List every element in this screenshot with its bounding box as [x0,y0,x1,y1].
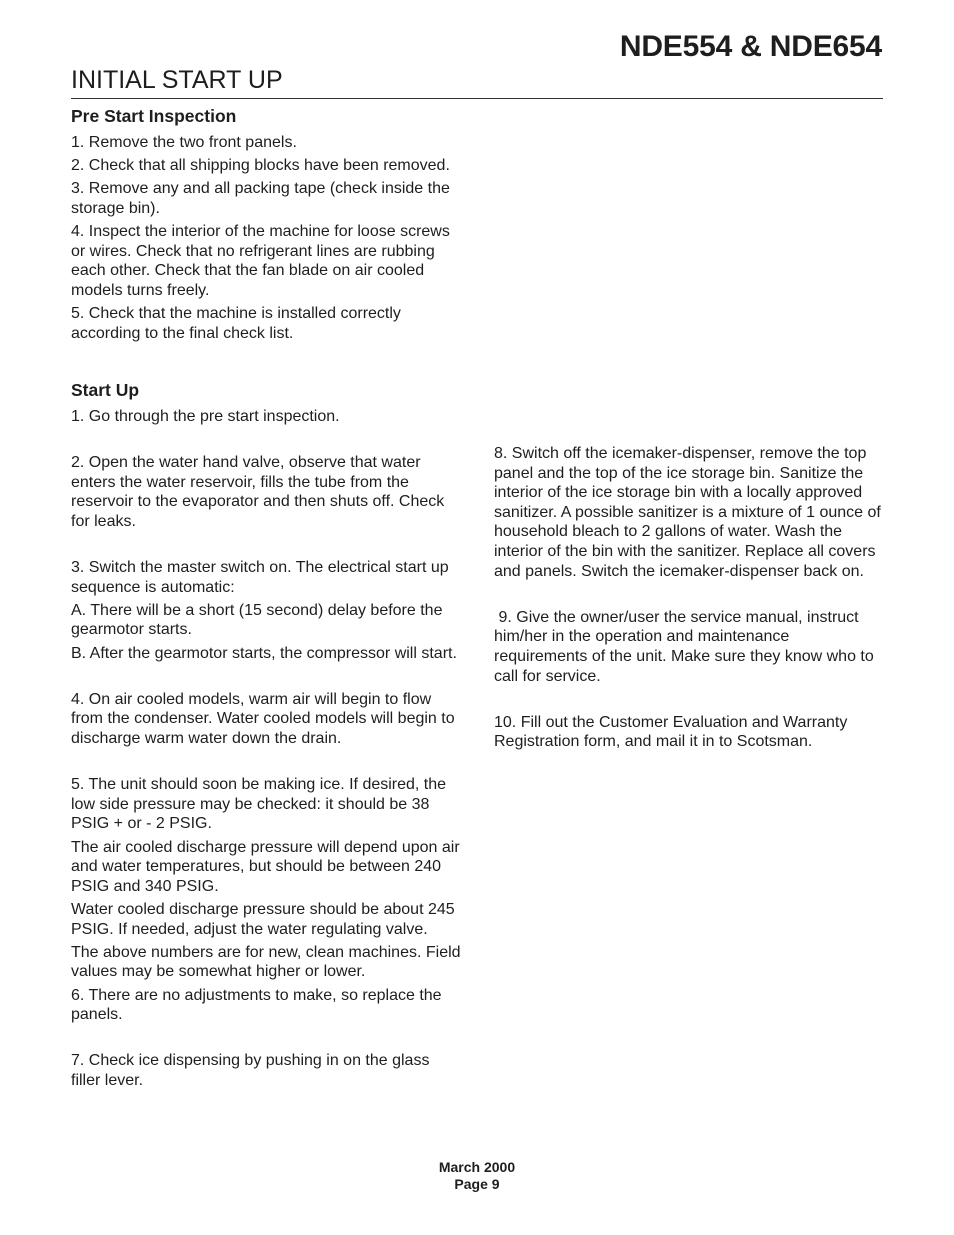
pre-start-item: 4. Inspect the interior of the machine for loose screws or wires. Check that no refrigerant lines are rubbing each other. Check that the fan blade on air cooled models turns freely. [71,223,450,299]
step-5-water-cooled-note: Water cooled discharge pressure should be about 245 PSIG. If needed, adjust the water regulating valve. [71,900,455,938]
header-divider [71,98,883,99]
step-5-field-values-note: The above numbers are for new, clean machines. Field values may be somewhat higher or lower. [71,943,461,981]
start-up-step-5: 5. The unit should soon be making ice. If desired, the low side pressure may be checked: it should be 38 PSIG + or - 2 PSIG. [71,776,447,833]
start-up-heading: Start Up [71,379,140,400]
section-title: INITIAL START UP [71,66,283,94]
start-up-step-1: 1. Go through the pre start inspection. [71,407,340,425]
start-up-step-3b: B. After the gearmotor starts, the compressor will start. [71,644,457,662]
start-up-step-6: 6. There are no adjustments to make, so replace the panels. [71,986,442,1024]
right-column [494,444,886,756]
start-up-step-10: 10. Fill out the Customer Evaluation and Warranty Registration form, and mail it in to Scotsman. [494,713,848,751]
start-up-step-3a: A. There will be a short (15 second) delay before the gearmotor starts. [71,601,443,639]
left-column [71,106,463,1094]
pre-start-item: 1. Remove the two front panels. [71,134,297,151]
step-5-air-cooled-note: The air cooled discharge pressure will depend upon air and water temperatures, but should be between 240 PSIG and 340 PSIG. [71,838,460,895]
start-up-step-3: 3. Switch the master switch on. The electrical start up sequence is automatic: [71,559,449,596]
footer-page-number: Page 9 [454,1176,500,1192]
start-up-step-2: 2. Open the water hand valve, observe that water enters the water reservoir, fills the tube from the reservoir to the evaporator and then shuts off. Check for leaks. [71,454,445,530]
start-up-step-8: 8. Switch off the icemaker-dispenser, remove the top panel and the top of the ice storage bin. Sanitize the interior of the ice storage bin with a locally approved sanitizer. A possible sanitizer is a mixture of 1 ounce of household bleach to 2 gallons of water. Wash the interior of the bin with the sanitizer. Replace all covers and panels. Switch the icemaker-dispenser back on. [494,445,881,580]
pre-start-item: 3. Remove any and all packing tape (check inside the storage bin). [71,180,450,217]
pre-start-item: 2. Check that all shipping blocks have been removed. [71,157,450,175]
start-up-step-4: 4. On air cooled models, warm air will begin to flow from the condenser. Water cooled models will begin to discharge warm water down the drain. [71,690,455,747]
pre-start-item: 5. Check that the machine is installed correctly according to the final check list. [71,305,401,342]
start-up-step-7: 7. Check ice dispensing by pushing in on the glass filler lever. [71,1052,430,1089]
footer-date: March 2000 [438,1159,516,1175]
page-footer [0,1159,954,1193]
pre-start-heading: Pre Start Inspection [71,106,237,126]
start-up-step-9: 9. Give the owner/user the service manual, instruct him/her in the operation and maintenance requirements of the unit. Make sure they know who to call for service. [494,608,879,685]
model-title: NDE554 & NDE654 [619,30,882,63]
